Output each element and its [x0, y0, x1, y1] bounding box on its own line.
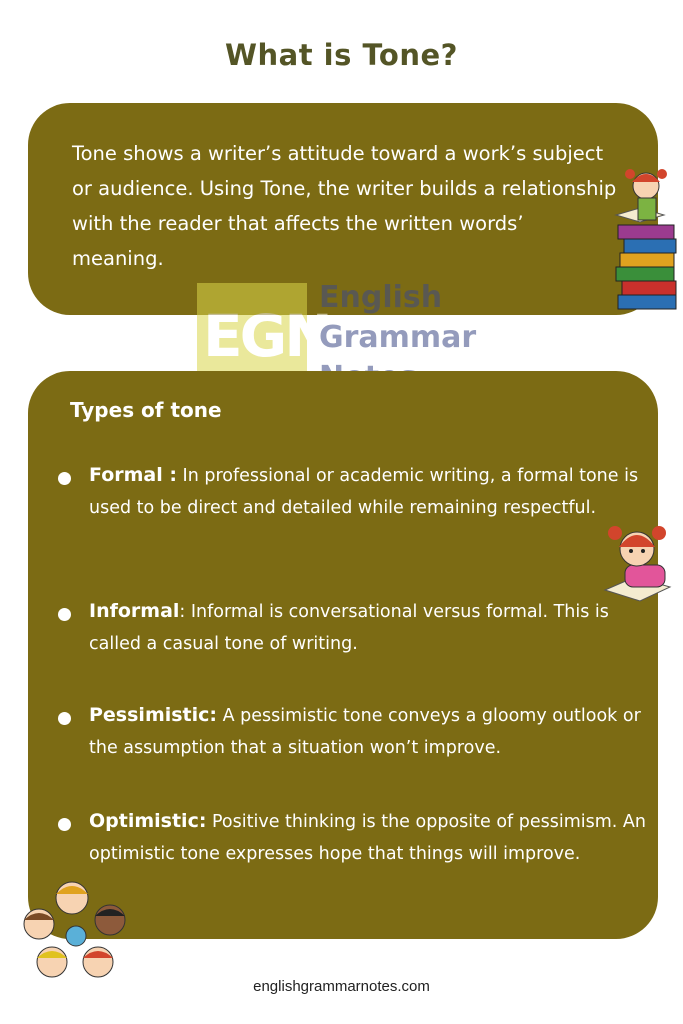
footer-website: englishgrammarnotes.com: [253, 978, 430, 995]
watermark-word-1: English: [319, 280, 443, 315]
bullet-icon: [58, 608, 71, 621]
girl-on-books-illustration: [610, 160, 680, 315]
tone-description: A pessimistic tone conveys a gloomy outlook or the assumption that a situation won’t improve.: [89, 706, 641, 758]
tone-item-informal: [89, 595, 649, 660]
bullet-icon: [58, 712, 71, 725]
bullet-icon: [58, 472, 71, 485]
tone-item-formal: [89, 459, 649, 524]
tone-item-pessimistic: [89, 699, 649, 764]
tone-name: Optimistic:: [89, 810, 207, 832]
watermark-word-2: Grammar: [319, 320, 477, 355]
tone-description: Positive thinking is the opposite of pessimism. An optimistic tone expresses hope that things will improve.: [89, 812, 646, 864]
children-circle-illustration: [14, 878, 139, 988]
definition-text: Tone shows a writer’s attitude toward a work’s subject or audience. Using Tone, the writer builds a relationship with the reader that affects the written words’ meaning.: [72, 142, 617, 270]
types-heading: Types of tone: [70, 398, 222, 422]
tone-name: Formal :: [89, 464, 177, 486]
page-title: What is Tone?: [225, 38, 458, 72]
tone-description: In professional or academic writing, a formal tone is used to be direct and detailed while remaining respectful.: [89, 466, 639, 518]
bullet-icon: [58, 818, 71, 831]
tone-name: Pessimistic:: [89, 704, 218, 726]
girl-reading-illustration: [595, 515, 680, 610]
tone-description: : Informal is conversational versus formal. This is called a casual tone of writing.: [89, 602, 609, 654]
tone-item-optimistic: [89, 805, 649, 870]
watermark-letters: EGN: [203, 302, 330, 370]
tone-name: Informal: [89, 600, 180, 622]
